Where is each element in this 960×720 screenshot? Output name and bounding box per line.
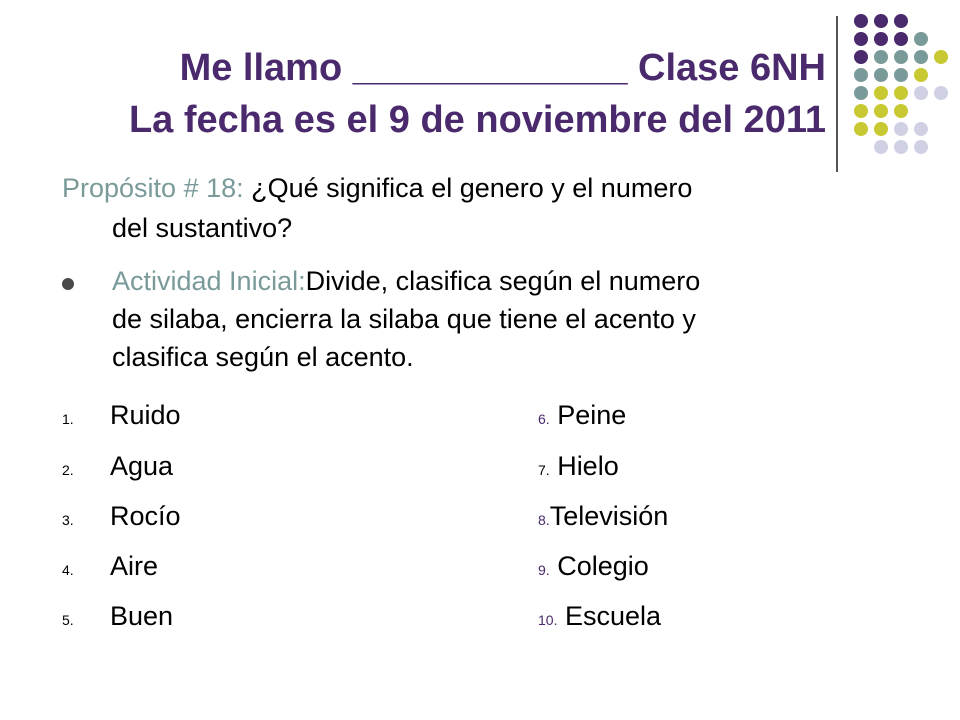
activity-text-line1 xyxy=(112,262,912,300)
title-divider xyxy=(836,16,838,172)
list-item xyxy=(538,601,661,632)
decor-dot xyxy=(934,86,948,100)
list-item xyxy=(62,551,158,582)
decor-dot xyxy=(874,14,888,28)
decor-dot xyxy=(874,86,888,100)
decor-dot xyxy=(874,50,888,64)
decor-dot xyxy=(854,32,868,46)
decor-dot xyxy=(914,68,928,82)
list-item xyxy=(62,451,173,482)
list-word: Agua xyxy=(110,451,174,481)
list-item xyxy=(62,601,173,632)
list-item xyxy=(538,400,626,431)
list-word: Escuela xyxy=(557,601,662,631)
decor-dot xyxy=(914,50,928,64)
decor-dot xyxy=(894,32,908,46)
list-number: 4. xyxy=(62,562,74,578)
list-item xyxy=(538,501,668,532)
decor-dot xyxy=(894,86,908,100)
decor-dot xyxy=(914,122,928,136)
list-number: 2. xyxy=(62,462,74,478)
title-line-date: La fecha es el 9 de noviembre del 2011 xyxy=(128,99,826,141)
list-number: 6. xyxy=(538,411,550,427)
decor-dot xyxy=(854,50,868,64)
list-word: Televisión xyxy=(549,501,669,531)
list-item xyxy=(538,451,619,482)
list-number: 5. xyxy=(62,612,74,628)
list-number: 9. xyxy=(538,562,550,578)
decor-dot xyxy=(854,122,868,136)
purpose-label: Propósito # 18: xyxy=(62,173,252,203)
bullet-icon xyxy=(62,278,74,290)
activity-block xyxy=(62,262,912,376)
decor-dot xyxy=(914,32,928,46)
slide-title xyxy=(0,42,832,146)
activity-instructions: Divide, clasifica según el numero xyxy=(305,266,701,296)
list-word: Colegio xyxy=(549,551,649,581)
decor-dot xyxy=(894,14,908,28)
decor-dot xyxy=(894,140,908,154)
decor-dot xyxy=(854,86,868,100)
decor-dot xyxy=(914,140,928,154)
activity-text-line2: de silaba, encierra la silaba que tiene el acento y xyxy=(112,304,696,334)
list-word: Rocío xyxy=(110,501,181,531)
decor-dot xyxy=(874,140,888,154)
decor-dot xyxy=(874,104,888,118)
list-word: Aire xyxy=(110,551,159,581)
decor-dot xyxy=(874,68,888,82)
decor-dot xyxy=(854,104,868,118)
decor-dot xyxy=(894,68,908,82)
list-item xyxy=(62,501,181,532)
title-line-name-class: Me llamo _____________ Clase 6NH xyxy=(179,47,826,89)
list-word: Peine xyxy=(549,400,627,430)
decor-dot xyxy=(854,14,868,28)
purpose-question-continued: del sustantivo? xyxy=(112,213,293,243)
decor-dot xyxy=(914,86,928,100)
decor-dot xyxy=(874,32,888,46)
list-number: 7. xyxy=(538,462,550,478)
decor-dot xyxy=(854,68,868,82)
list-item xyxy=(538,551,649,582)
list-number: 3. xyxy=(62,512,74,528)
activity-label: Actividad Inicial: xyxy=(112,266,306,296)
decor-dot xyxy=(874,122,888,136)
decor-dot xyxy=(894,50,908,64)
decor-dot xyxy=(934,50,948,64)
list-word: Buen xyxy=(110,601,174,631)
activity-text-line3: clasifica según el acento. xyxy=(112,342,414,372)
list-word: Hielo xyxy=(549,451,619,481)
decor-dot xyxy=(894,122,908,136)
list-word: Ruido xyxy=(110,400,181,430)
list-number: 10. xyxy=(538,612,558,628)
list-number: 8. xyxy=(538,512,550,528)
list-number: 1. xyxy=(62,411,74,427)
list-item xyxy=(62,400,181,431)
purpose-question: ¿Qué significa el genero y el numero xyxy=(251,173,693,203)
purpose-block xyxy=(62,168,912,248)
decor-dot xyxy=(894,104,908,118)
